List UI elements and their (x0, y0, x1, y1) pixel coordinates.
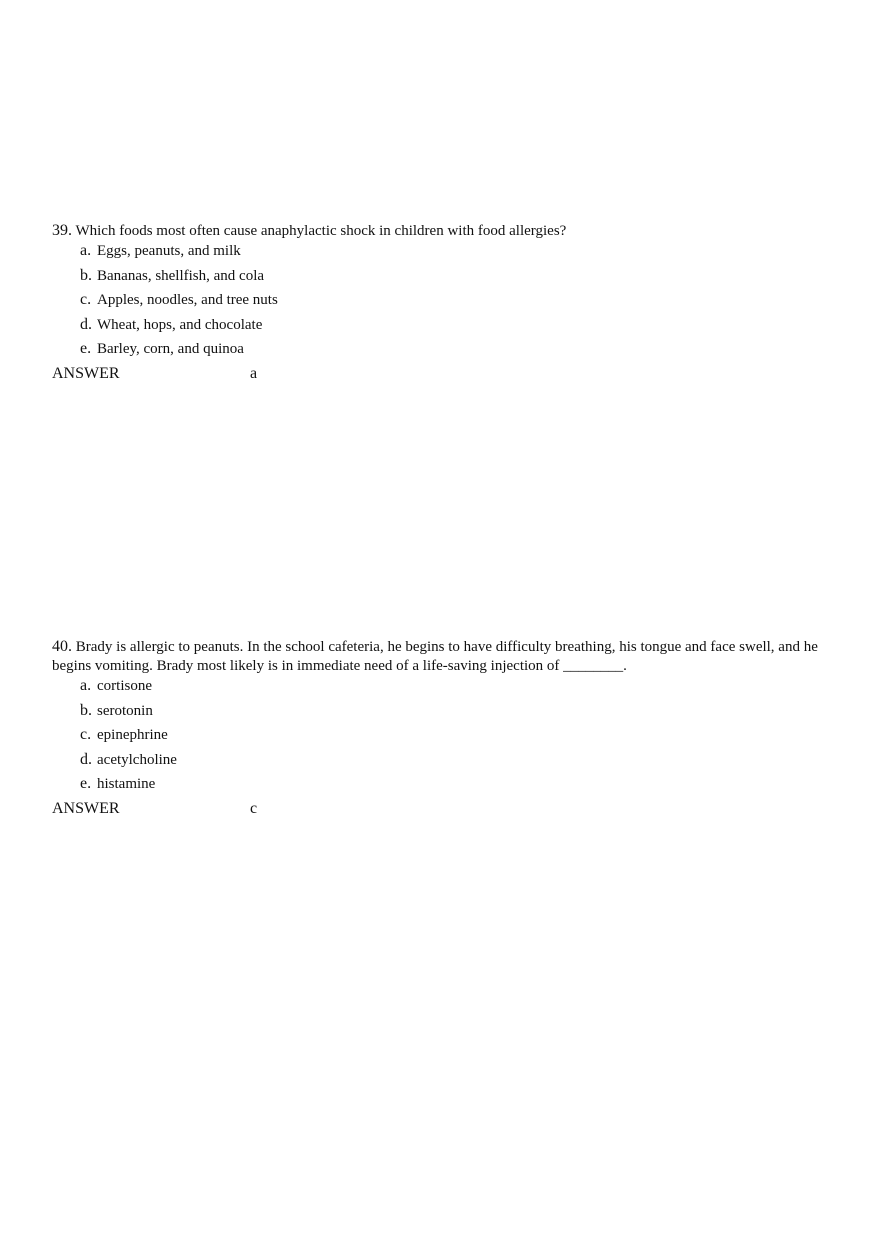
option-c (80, 291, 832, 316)
question-text: Brady is allergic to peanuts. In the school cafeteria, he begins to have difficulty breathing, his tongue and face swell, and he begins vomiting. Brady most likely is in immediate need of a life-saving injection of ________. (52, 639, 818, 674)
question-number: 39. (52, 222, 72, 239)
option-letter: b. (80, 701, 92, 719)
question-39 (52, 221, 832, 389)
option-list (52, 677, 832, 800)
option-text: Wheat, hops, and chocolate (97, 316, 263, 333)
option-a (80, 242, 832, 267)
answer-value: a (250, 364, 258, 382)
option-letter: e. (80, 775, 92, 792)
option-d (80, 751, 832, 776)
option-letter: b. (80, 266, 92, 284)
option-text: Eggs, peanuts, and milk (97, 243, 241, 259)
option-letter: a. (80, 242, 92, 259)
option-letter: c. (80, 726, 92, 743)
answer-value: c (250, 799, 258, 817)
option-e (80, 775, 832, 800)
option-a (80, 677, 832, 702)
option-d (80, 316, 832, 341)
option-c (80, 726, 832, 751)
option-text: Bananas, shellfish, and cola (97, 267, 265, 284)
option-letter: a. (80, 677, 92, 694)
question-stem (52, 637, 832, 676)
option-b (80, 702, 832, 727)
question-stem (52, 221, 832, 241)
option-text: acetylcholine (97, 751, 177, 768)
option-text: histamine (97, 776, 156, 792)
option-text: cortisone (97, 678, 152, 694)
answer-row (52, 800, 832, 824)
option-b (80, 267, 832, 292)
question-40 (52, 637, 832, 824)
option-text: serotonin (97, 702, 153, 719)
option-letter: c. (80, 291, 92, 308)
option-text: Apples, noodles, and tree nuts (97, 292, 278, 308)
answer-label: ANSWER (52, 799, 120, 817)
option-text: Barley, corn, and quinoa (97, 341, 244, 357)
option-text: epinephrine (97, 727, 168, 743)
option-letter: d. (80, 315, 92, 333)
option-letter: d. (80, 750, 92, 768)
option-list (52, 242, 832, 365)
question-number: 40. (52, 638, 72, 655)
option-letter: e. (80, 340, 92, 357)
answer-label: ANSWER (52, 364, 120, 382)
option-e (80, 340, 832, 365)
answer-row (52, 365, 832, 389)
question-text: Which foods most often cause anaphylactic shock in children with food allergies? (75, 223, 567, 239)
